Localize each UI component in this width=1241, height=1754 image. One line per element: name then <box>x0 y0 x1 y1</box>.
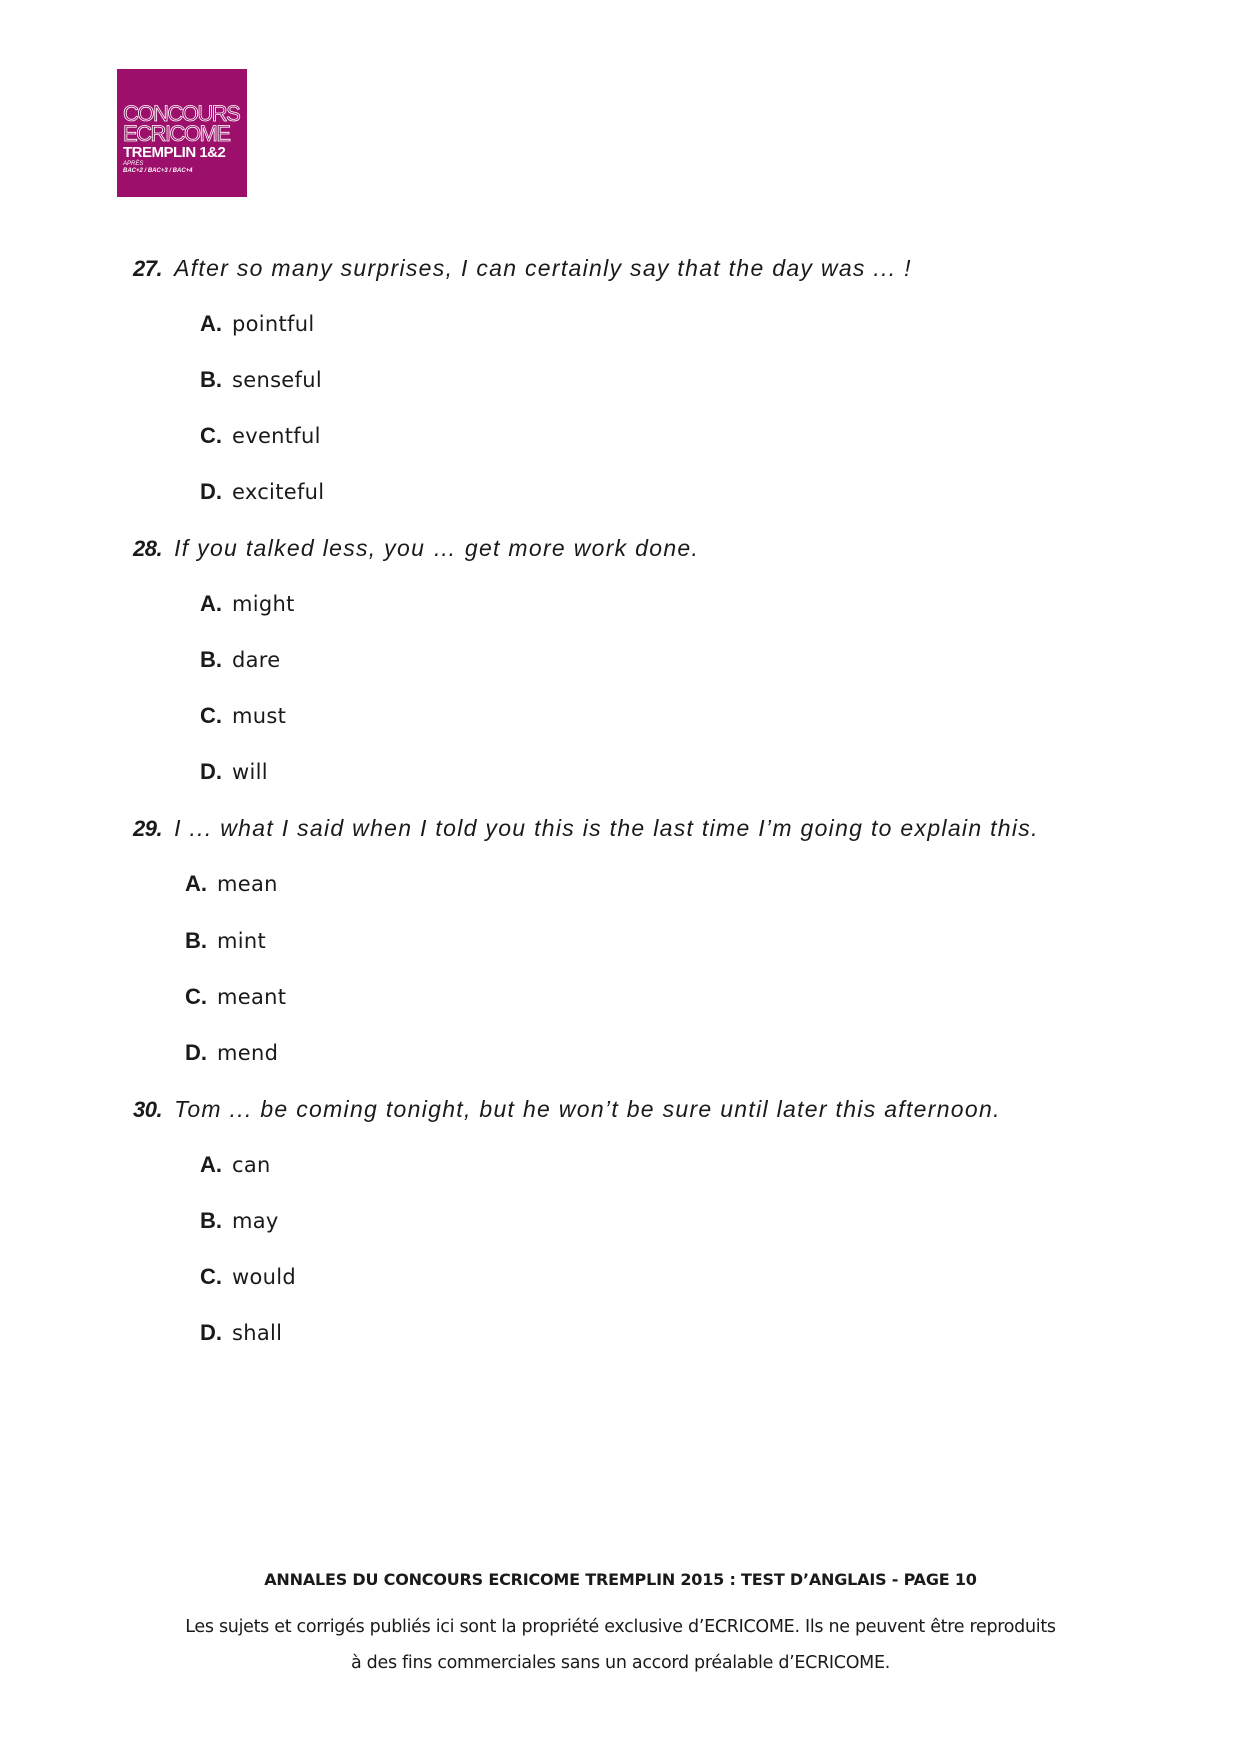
option-letter: C. <box>200 423 222 448</box>
option-27-c <box>200 423 321 449</box>
option-text: can <box>232 1153 271 1177</box>
option-letter: A. <box>200 591 222 616</box>
question-number: 29. <box>133 816 163 841</box>
logo-line-bac: BAC+2 / BAC+3 / BAC+4 <box>123 168 193 174</box>
option-text: meant <box>217 985 287 1009</box>
question-text: Tom ... be coming tonight, but he won’t be sure until later this afternoon. <box>174 1096 1001 1122</box>
option-text: shall <box>232 1321 283 1345</box>
question-28 <box>133 535 699 562</box>
option-letter: B. <box>200 1208 222 1233</box>
option-text: dare <box>232 648 281 672</box>
option-letter: B. <box>200 647 222 672</box>
option-30-d <box>200 1320 282 1346</box>
option-29-c <box>185 984 286 1010</box>
option-letter: B. <box>200 367 222 392</box>
logo-line-apres: APRÈS <box>123 161 144 167</box>
option-28-d <box>200 759 268 785</box>
option-30-a <box>200 1152 271 1178</box>
option-27-b <box>200 367 322 393</box>
footer-copyright-line-1: Les sujets et corrigés publiés ici sont la propriété exclusive d’ECRICOME. Ils ne peuvent être reproduits <box>185 1617 1056 1637</box>
option-text: mint <box>217 929 267 953</box>
option-text: eventful <box>232 424 321 448</box>
option-27-a <box>200 311 315 337</box>
footer-title: ANNALES DU CONCOURS ECRICOME TREMPLIN 2015 : TEST D’ANGLAIS - PAGE 10 <box>264 1570 977 1589</box>
option-text: mean <box>217 872 278 896</box>
option-text: may <box>232 1209 279 1233</box>
option-29-d <box>185 1040 278 1066</box>
option-28-a <box>200 591 295 617</box>
option-letter: A. <box>185 871 207 896</box>
option-text: will <box>232 760 268 784</box>
option-text: exciteful <box>232 480 325 504</box>
option-29-b <box>185 928 266 954</box>
question-29 <box>133 815 1039 842</box>
question-text: If you talked less, you … get more work done. <box>174 535 700 561</box>
option-text: pointful <box>232 312 315 336</box>
option-letter: A. <box>200 1152 222 1177</box>
ecricome-logo <box>117 69 247 197</box>
option-text: senseful <box>232 368 322 392</box>
question-text: After so many surprises, I can certainly say that the day was ... ! <box>174 255 912 281</box>
option-text: would <box>232 1265 296 1289</box>
option-text: might <box>232 592 295 616</box>
option-28-c <box>200 703 286 729</box>
question-number: 27. <box>133 256 163 281</box>
option-letter: A. <box>200 311 222 336</box>
logo-line-tremplin: TREMPLIN 1&2 <box>123 144 226 161</box>
option-letter: D. <box>200 759 222 784</box>
option-letter: B. <box>185 928 207 953</box>
option-30-c <box>200 1264 296 1290</box>
question-30 <box>133 1096 1001 1123</box>
option-text: must <box>232 704 287 728</box>
option-letter: D. <box>185 1040 207 1065</box>
option-30-b <box>200 1208 279 1234</box>
option-text: mend <box>217 1041 279 1065</box>
option-letter: C. <box>200 1264 222 1289</box>
footer-copyright-line-2: à des fins commerciales sans un accord préalable d’ECRICOME. <box>350 1653 891 1673</box>
question-number: 30. <box>133 1097 163 1122</box>
option-letter: D. <box>200 479 222 504</box>
option-letter: C. <box>200 703 222 728</box>
option-29-a <box>185 871 278 897</box>
option-27-d <box>200 479 324 505</box>
logo-line-concours: CONCOURS <box>123 101 240 126</box>
option-28-b <box>200 647 281 673</box>
question-number: 28. <box>133 536 163 561</box>
question-text: I ... what I said when I told you this is the last time I’m going to explain this. <box>174 815 1039 841</box>
option-letter: D. <box>200 1320 222 1345</box>
option-letter: C. <box>185 984 207 1009</box>
question-27 <box>133 255 912 282</box>
logo-line-ecricome: ECRICOME <box>123 121 230 146</box>
